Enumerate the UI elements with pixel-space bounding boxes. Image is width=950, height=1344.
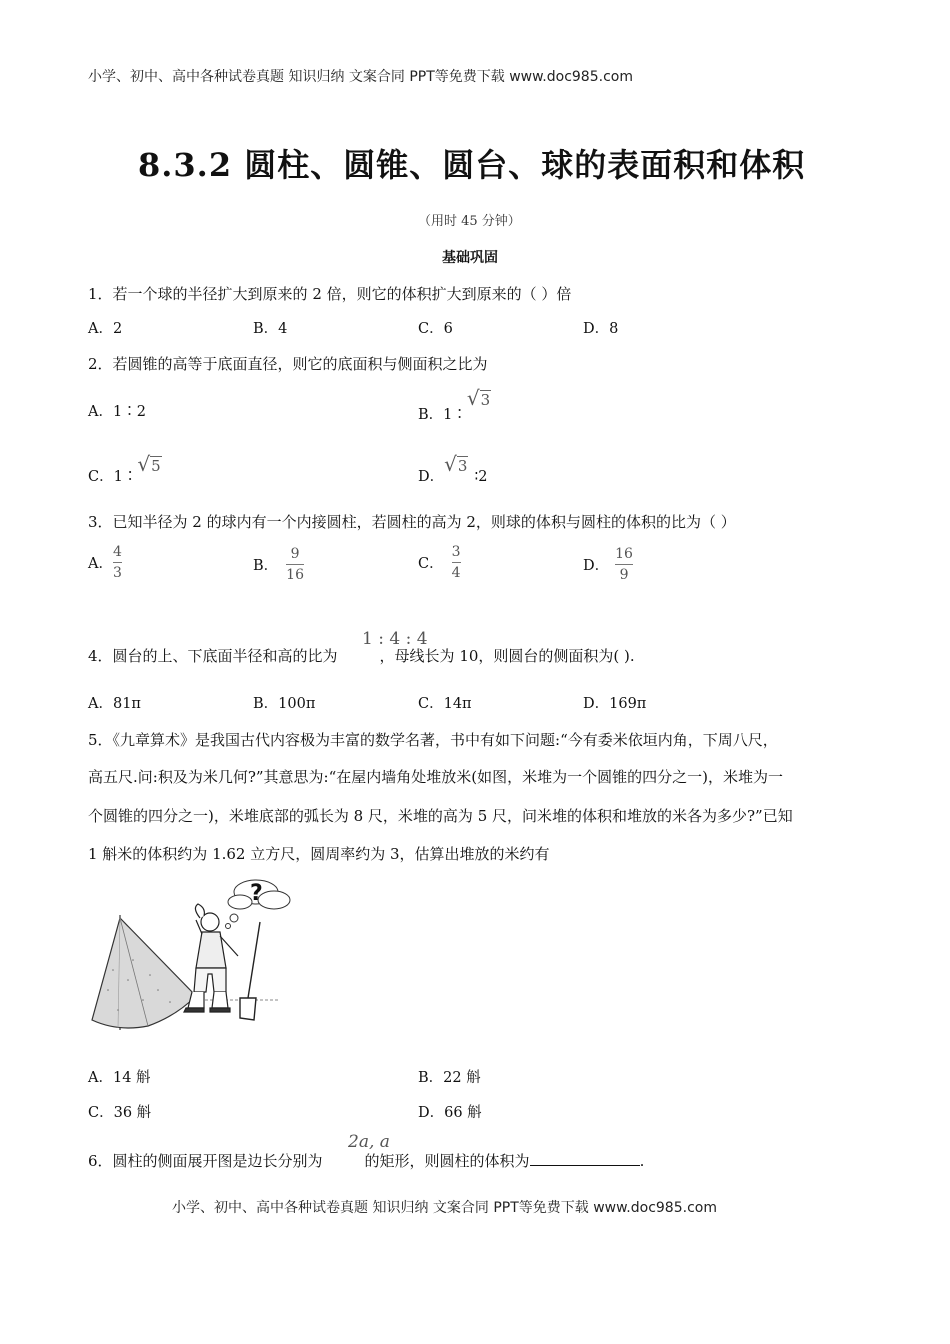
q6-stem-post: 的矩形，则圆柱的体积为	[364, 1152, 530, 1170]
q3-option-a-numerator: 4	[112, 544, 122, 560]
q4-option-c: C．14π	[418, 696, 472, 712]
q3-option-d-denominator: 9	[619, 567, 629, 583]
q4-stem	[88, 645, 635, 666]
q3-option-b-numerator: 9	[290, 546, 300, 562]
q1-option-d: D．8	[583, 321, 619, 337]
q4-stem-pre: 4．圆台的上、下底面半径和高的比为	[88, 647, 338, 665]
q1-option-c: C．6	[418, 321, 453, 337]
q3-option-a-label: A．	[88, 556, 113, 572]
q2-option-d	[418, 452, 488, 486]
q4-stem-post: ，母线长为 10，则圆台的侧面积为( ).	[379, 647, 635, 665]
q3-option-b	[253, 546, 304, 583]
q3-option-c-numerator: 3	[451, 544, 461, 560]
section-heading: 基础巩固	[442, 250, 498, 266]
q3-stem: 3．已知半径为 2 的球内有一个内接圆柱，若圆柱的高为 2，则球的体积与圆柱的体积的比为（ ）	[88, 513, 736, 531]
q2-option-c	[88, 452, 162, 486]
q2-option-d-suffix: ∶2	[474, 469, 488, 485]
q3-option-d	[583, 546, 633, 583]
page-header: 小学、初中、高中各种试卷真题 知识归纳 文案合同 PPT等免费下载 www.doc985.com	[88, 69, 633, 85]
q6-answer-blank	[530, 1151, 640, 1166]
question-mark: ?	[250, 881, 263, 906]
q2-option-d-sqrt: √3	[444, 452, 468, 476]
q2-option-a: A．1∶2	[88, 404, 146, 420]
q5-line-4: 1 斛米的体积约为 1.62 立方尺，圆周率约为 3，估算出堆放的米约有	[88, 845, 550, 863]
q4-option-d: D．169π	[583, 696, 647, 712]
q5-option-b: B．22 斛	[418, 1070, 481, 1086]
q3-option-c-denominator: 4	[451, 565, 461, 581]
q2-option-d-prefix: D．	[418, 469, 445, 485]
page-title: 8.3.2 圆柱、圆锥、圆台、球的表面积和体积	[138, 146, 806, 184]
farmer	[184, 904, 238, 1012]
q5-line-2: 高五尺.问:积及为米几何?”其意思为:“在屋内墙角处堆放米(如图，米堆为一个圆锥的四分之一)，米堆为一	[88, 768, 783, 786]
q2-option-b-prefix: B．1∶	[418, 407, 467, 423]
q6-math: 2a, a	[348, 1132, 390, 1152]
q6-stem-end: .	[639, 1152, 645, 1170]
q2-option-c-radicand: 5	[151, 457, 161, 475]
q5-figure	[88, 870, 340, 1035]
q3-option-b-denominator: 16	[286, 567, 304, 583]
q2-option-c-sqrt: √5	[137, 452, 161, 476]
q2-option-b	[418, 386, 491, 424]
q2-option-b-sqrt: √3	[466, 386, 491, 410]
q3-option-d-label: D．	[583, 558, 610, 574]
q3-option-a-fraction	[113, 544, 122, 581]
q3-option-a-denominator: 3	[112, 565, 122, 581]
q3-option-d-fraction	[615, 546, 633, 583]
q5-option-c: C．36 斛	[88, 1105, 152, 1121]
q2-stem: 2．若圆锥的高等于底面直径，则它的底面积与侧面积之比为	[88, 355, 488, 373]
q3-option-c	[418, 544, 461, 581]
q1-option-b: B．4	[253, 321, 288, 337]
q4-option-b: B．100π	[253, 696, 316, 712]
q1-stem: 1．若一个球的半径扩大到原来的 2 倍，则它的体积扩大到原来的（ ）倍	[88, 285, 572, 303]
q4-ratio: 1 : 4 : 4	[362, 629, 428, 649]
q5-line-3: 个圆锥的四分之一)，米堆底部的弧长为 8 尺，米堆的高为 5 尺，问米堆的体积和堆放的米各为多少?”已知	[88, 807, 793, 825]
q3-option-b-label: B．	[253, 558, 279, 574]
q3-option-c-label: C．	[418, 556, 444, 572]
shovel	[240, 922, 260, 1020]
q4-option-a: A．81π	[88, 696, 141, 712]
q5-line-1: 5．《九章算术》是我国古代内容极为丰富的数学名著，书中有如下问题:“今有委米依垣内角，下周八尺，	[88, 731, 778, 749]
time-note: （用时 45 分钟）	[418, 214, 521, 229]
q3-option-d-numerator: 16	[615, 546, 633, 562]
q5-option-d: D．66 斛	[418, 1105, 482, 1121]
q1-option-a: A．2	[88, 321, 123, 337]
q2-option-b-radicand: 3	[480, 391, 491, 409]
q3-option-b-fraction	[286, 546, 304, 583]
page-footer: 小学、初中、高中各种试卷真题 知识归纳 文案合同 PPT等免费下载 www.doc985.com	[172, 1200, 717, 1216]
q6-stem-pre: 6．圆柱的侧面展开图是边长分别为	[88, 1152, 323, 1170]
q3-option-c-fraction	[452, 544, 461, 581]
q2-option-d-radicand: 3	[457, 457, 468, 475]
q5-option-a: A．14 斛	[88, 1070, 151, 1086]
q2-option-c-prefix: C．1∶	[88, 469, 138, 485]
q6-stem	[88, 1150, 644, 1171]
q3-option-a	[88, 544, 122, 581]
